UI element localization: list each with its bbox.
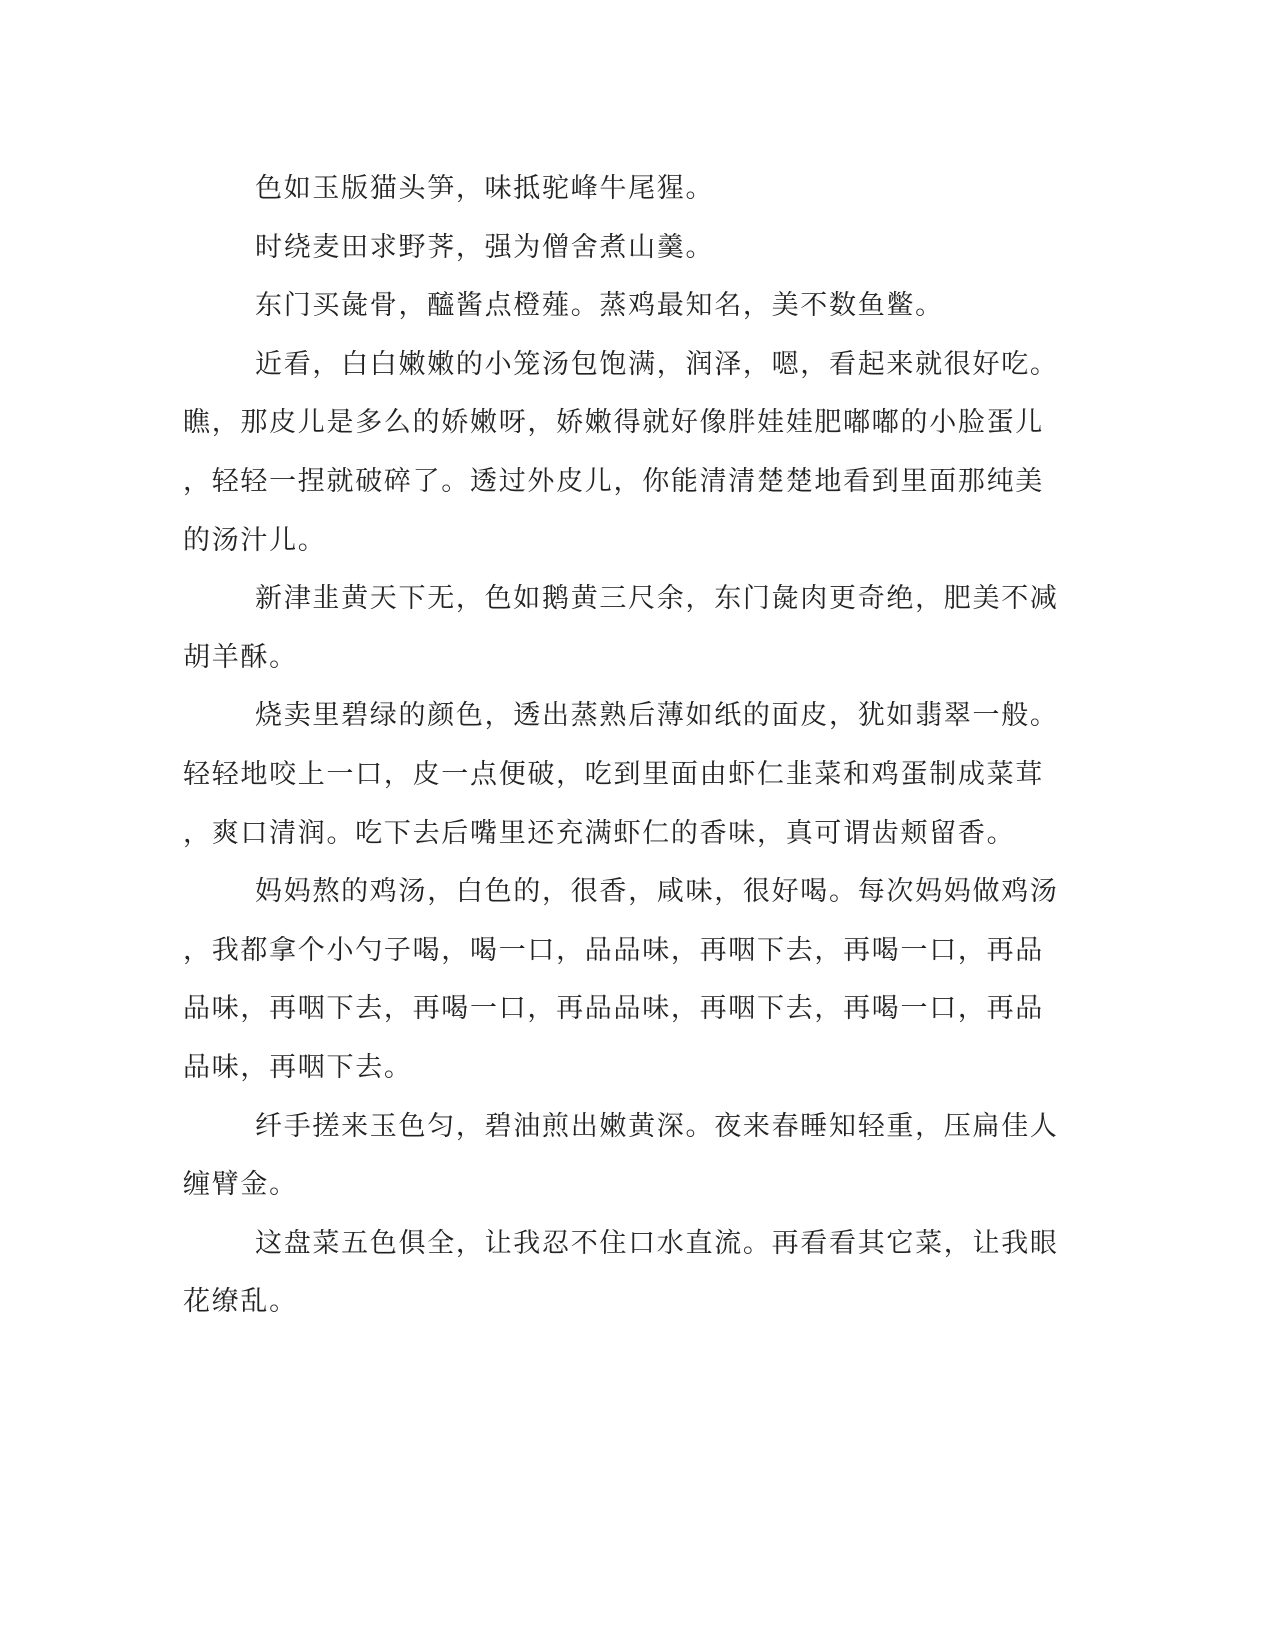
paragraph-3 (183, 277, 1083, 336)
text-line: 东门买彘骨，醯酱点橙薤。蒸鸡最知名，美不数鱼鳖。 (255, 290, 944, 322)
text-line: 品味，再咽下去。 (183, 1051, 413, 1083)
text-line: 胡羊酥。 (183, 641, 298, 673)
text-line: 妈妈熬的鸡汤，白色的，很香，咸味，很好喝。每次妈妈做鸡汤 (255, 876, 1059, 908)
paragraph-1 (183, 160, 1083, 219)
paragraph-6 (183, 687, 1083, 863)
document-body (183, 160, 1083, 1332)
text-line: 近看，白白嫩嫩的小笼汤包饱满，润泽，嗯，看起来就很好吃。 (255, 348, 1059, 380)
paragraph-9 (183, 1215, 1083, 1332)
paragraph-8 (183, 1098, 1083, 1215)
text-line: 纤手搓来玉色匀，碧油煎出嫩黄深。夜来春睡知轻重，压扁佳人 (255, 1110, 1059, 1142)
text-line: 花缭乱。 (183, 1286, 298, 1318)
paragraph-5 (183, 570, 1083, 687)
text-line: 缠臂金。 (183, 1169, 298, 1201)
text-line: 新津韭黄天下无，色如鹅黄三尺余，东门彘肉更奇绝，肥美不减 (255, 583, 1059, 615)
text-line: 瞧，那皮儿是多么的娇嫩呀，娇嫩得就好像胖娃娃肥嘟嘟的小脸蛋儿 (183, 407, 1044, 439)
text-line: 烧卖里碧绿的颜色，透出蒸熟后薄如纸的面皮，犹如翡翠一般。 (255, 700, 1059, 732)
paragraph-4 (183, 336, 1083, 570)
text-line: 的汤汁儿。 (183, 524, 327, 556)
text-line: 色如玉版猫头笋，味抵驼峰牛尾猩。 (255, 173, 715, 204)
text-line: ，轻轻一捏就破碎了。透过外皮儿，你能清清楚楚地看到里面那纯美 (183, 465, 1044, 497)
text-line: 品味，再咽下去，再喝一口，再品品味，再咽下去，再喝一口，再品 (183, 993, 1044, 1025)
text-line: 这盘菜五色俱全，让我忍不住口水直流。再看看其它菜，让我眼 (255, 1227, 1059, 1259)
text-line: ，我都拿个小勺子喝，喝一口，品品味，再咽下去，再喝一口，再品 (183, 934, 1044, 966)
text-line: ，爽口清润。吃下去后嘴里还充满虾仁的香味，真可谓齿颊留香。 (183, 817, 1016, 849)
paragraph-2 (183, 219, 1083, 278)
text-line: 轻轻地咬上一口，皮一点便破，吃到里面由虾仁韭菜和鸡蛋制成菜茸 (183, 758, 1044, 790)
text-line: 时绕麦田求野荠，强为僧舍煮山羹。 (255, 231, 715, 263)
paragraph-7 (183, 863, 1083, 1097)
